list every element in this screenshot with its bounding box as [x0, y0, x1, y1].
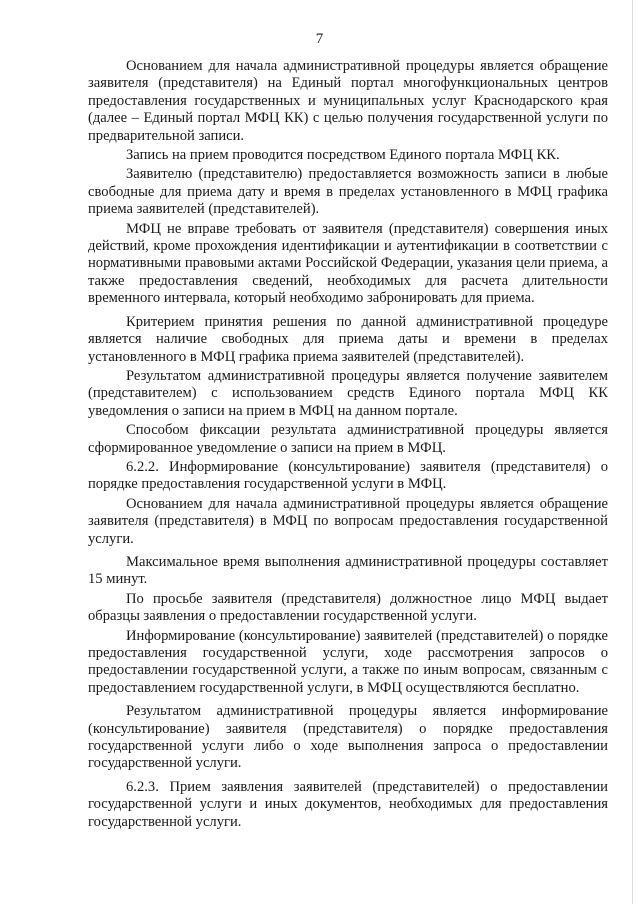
paragraph: Способом фиксации результата административной процедуры является сформированное уведомление о записи на прием в МФЦ.	[88, 422, 608, 456]
paragraph: Результатом административной процедуры является информирование (консультирование) заявителя (представителя) о порядке предоставления государственной услуги либо о ходе выполнения запроса о предоставлении государственной услуги.	[88, 703, 608, 772]
paragraph: Результатом административной процедуры является получение заявителем (представителем) с использованием средств Единого портала МФЦ КК уведомления о записи на прием в МФЦ на данном портале.	[88, 367, 608, 419]
paragraph: Запись на прием проводится посредством Единого портала МФЦ КК.	[126, 147, 560, 164]
scan-edge-line	[632, 0, 633, 904]
section-heading: 6.2.3. Прием заявления заявителей (представителей) о предоставлении государственной услуги и иных документов, необходимых для предоставления государственной услуги.	[88, 778, 608, 830]
paragraph: По просьбе заявителя (представителя) должностное лицо МФЦ выдает образцы заявления о предоставлении государственной услуги.	[88, 590, 608, 625]
paragraph: Информирование (консультирование) заявителей (представителей) о порядке предоставления государственной услуги, ходе рассмотрения запросов о предоставлении государственной услуги, а также по иным вопросам, связанным с предоставлением государственной услуги, в МФЦ осуществляются бесплатно.	[88, 627, 608, 696]
paragraph: Основанием для начала административной процедуры является обращение заявителя (представителя) в МФЦ по вопросам предоставления государственной услуги.	[88, 495, 608, 547]
paragraph: Основанием для начала административной процедуры является обращение заявителя (представителя) на Единый портал многофункциональных центров предоставления государственных и муниципальных услуг Краснодарского края (далее – Единый портал МФЦ КК) с целью получения государственной услуги по предварительной записи.	[88, 58, 608, 144]
section-heading: 6.2.2. Информирование (консультирование) заявителя (представителя) о порядке предоставления государственной услуги в МФЦ.	[88, 458, 608, 493]
paragraph: МФЦ не вправе требовать от заявителя (представителя) совершения иных действий, кроме прохождения идентификации и аутентификации в соответствии с нормативными правовыми актами Российской Федерации, указания цели приема, а также предоставления сведений, необходимых для расчета длительности временного интервала, который необходимо забронировать для приема.	[88, 220, 608, 307]
paragraph: Заявителю (представителю) предоставляется возможность записи в любые свободные для приема дату и время в пределах установленного в МФЦ графика приема заявителей (представителей).	[88, 166, 608, 218]
paragraph: Максимальное время выполнения административной процедуры составляет 15 минут.	[88, 553, 608, 588]
paragraph: Критерием принятия решения по данной административной процедуре является наличие свободных для приема даты и времени в пределах установленного в МФЦ графика приема заявителей (представителей).	[88, 313, 608, 365]
document-body	[88, 58, 608, 833]
page-number: 7	[315, 31, 324, 47]
